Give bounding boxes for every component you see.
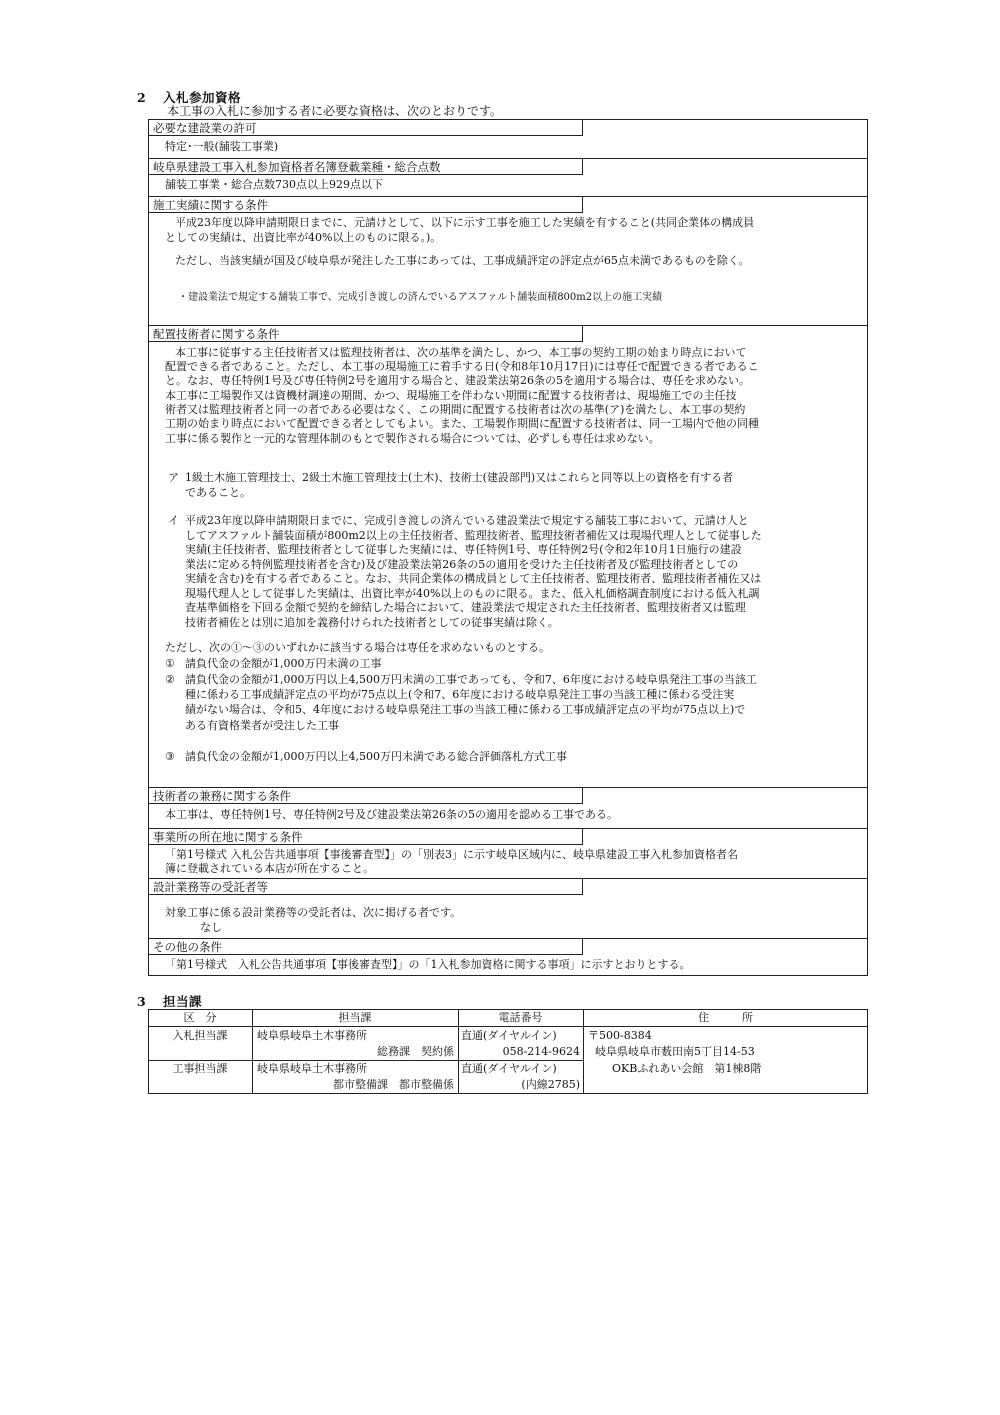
engineer-para-line: 術者又は監理技術者と同一の者である必要はなく、この期間に配置する技術者は次の基準(ア)を満たし、本工事の契約	[165, 403, 746, 416]
row2-tel2: (内線2785)	[521, 1078, 580, 1091]
section-2-number: 2	[137, 90, 147, 105]
engineer-para-line: 本工事に従事する主任技術者又は監理技術者は、次の基準を満たし、かつ、本工事の契約工期の始まり時点において	[175, 346, 747, 359]
row2-kubun: 工事担当課	[172, 1062, 228, 1075]
item-a-line: 1級土木施工管理技士、2級土木施工管理技士(土木)、技術士(建設部門)又はこれらと同等以上の資格を有する者	[185, 471, 734, 484]
experience-line: 平成23年度以降申請期限日までに、元請けとして、以下に示す工事を施工した実績を有すること(共同企業体の構成員	[175, 216, 755, 229]
contact-header-divider	[148, 1026, 868, 1027]
address-postal: 〒500-8384	[588, 1029, 652, 1042]
exception-intro: ただし、次の①～③のいずれかに該当する場合は専任を求めないものとする。	[165, 641, 550, 654]
exception-2-mark: ②	[165, 673, 175, 686]
engineer-para-line: 本工事に工場製作又は資機材調達の期間、かつ、現場施工を伴わない期間に配置する技術者は、現場施工での主任技	[165, 389, 737, 402]
office-line: 「第1号様式 入札公告共通事項【事後審査型】」の「別表3」に示す岐阜区域内に、岐阜県建設工事入札参加資格者名	[165, 848, 738, 861]
experience-header: 施工実績に関する条件	[148, 196, 583, 213]
exception-3-text: 請負代金の金額が1,000万円以上4,500万円未満である総合評価落札方式工事	[185, 750, 567, 763]
section-3-title	[137, 992, 202, 1010]
section-2-heading: 入札参加資格	[163, 90, 242, 105]
section-3-heading: 担当課	[163, 994, 203, 1009]
item-i-line: してアスファルト舗装面積が800m2以上の主任技術者、監理技術者、監理技術者補佐又は現場代理人として従事した	[185, 529, 762, 542]
row2-dept1: 岐阜県岐阜土木事務所	[257, 1062, 367, 1075]
exception-2-line: 種に係わる工事成績評定点の平均が75点以上(令和7、6年度における岐阜県発注工事の当該工種に係わる受注実	[185, 688, 735, 701]
row2-dept2: 都市整備課 都市整備係	[333, 1078, 454, 1091]
exception-2-line: ある有資格業者が受注した工事	[185, 719, 339, 732]
row-divider	[148, 878, 868, 879]
item-i-line: 査基準価格を下回る金額で契約を締結した場合において、建設業法で規定された主任技術者、監理技術者又は監理	[185, 601, 746, 614]
item-i-line: 業法に定める特例監理技術者を含む)及び建設業法第26条の5の適用を受けた主任技術者及び監理技術者としての	[185, 558, 739, 571]
engineer-para-line: 工期の始まり時点において配置できる者としてもよい。また、工場製作期間に配置する技術者は、同一工場内で他の同種	[165, 417, 759, 430]
exception-2-line: 請負代金の金額が1,000万円以上4,500万円未満の工事であっても、令和7、6年度における岐阜県発注工事の当該工	[185, 673, 757, 686]
dual-role-header: 技術者の兼務に関する条件	[148, 787, 583, 804]
row-divider	[148, 158, 868, 159]
section-2-intro: 本工事の入札に参加する者に必要な資格は、次のとおりです。	[167, 104, 503, 118]
row-divider	[148, 938, 868, 939]
col-header-kubun: 区 分	[183, 1011, 217, 1024]
col-header-tel: 電話番号	[498, 1011, 543, 1024]
item-a-mark: ア	[168, 471, 179, 484]
row-divider	[148, 325, 868, 326]
item-a-line: であること。	[185, 486, 251, 499]
engineer-header: 配置技術者に関する条件	[148, 325, 583, 342]
experience-line: としての実績は、出資比率が40%以上のものに限る。)。	[165, 231, 442, 244]
design-header: 設計業務等の受託者等	[148, 878, 583, 895]
office-header: 事業所の所在地に関する条件	[148, 828, 583, 845]
item-i-line: 実績を含む)を有する者であること。なお、共同企業体の構成員として主任技術者、監理技術者、監理技術者補佐又は	[185, 572, 762, 585]
exception-1-text: 請負代金の金額が1,000万円未満の工事	[185, 657, 382, 670]
col-header-address: 住 所	[698, 1011, 753, 1024]
exception-3-mark: ③	[165, 750, 175, 763]
item-i-mark: イ	[168, 514, 179, 527]
registry-header: 岐阜県建設工事入札参加資格者名簿登載業種・総合点数	[148, 158, 583, 175]
exception-1-mark: ①	[165, 657, 175, 670]
row1-kubun: 入札担当課	[172, 1029, 228, 1042]
address-line2: OKBふれあい会館 第1棟8階	[612, 1062, 762, 1075]
other-header: その他の条件	[148, 938, 583, 955]
license-value: 特定･一般(舗装工事業)	[165, 140, 279, 153]
registry-value: 舗装工事業・総合点数730点以上929点以下	[165, 178, 383, 191]
exception-2-line: 績がない場合は、令和5、4年度における岐阜県発注工事の当該工種に係わる工事成績評定点の平均が75点以上)で	[185, 703, 746, 716]
row2-tel1: 直通(ダイヤルイン)	[461, 1062, 557, 1075]
experience-line: ただし、当該実績が国及び岐阜県が発注した工事にあっては、工事成績評定の評定点が65点未満であるものを除く。	[175, 254, 750, 267]
item-i-line: 実績(主任技術者、監理技術者として従事した実績には、専任特例1号、専任特例2号(令和2年10月1日施行の建設	[185, 543, 742, 556]
row1-dept2: 総務課 契約係	[377, 1045, 454, 1058]
col-header-dept: 担当課	[338, 1011, 372, 1024]
engineer-para-line: 配置できる者であること。ただし、本工事の現場施工に着手する日(令和8年10月17日)には専任で配置できる者であるこ	[165, 360, 759, 373]
office-line: 簿に登載されている本店が所在すること。	[165, 862, 374, 875]
dual-role-value: 本工事は、専任特例1号、専任特例2号及び建設業法第26条の5の適用を認める工事である。	[165, 808, 618, 821]
section-3-number: 3	[137, 994, 147, 1009]
design-none: なし	[200, 921, 222, 934]
row-divider	[148, 196, 868, 197]
item-i-line: 技術者補佐とは別に追加を義務付けられた技術者としての従事実績は除く。	[185, 616, 559, 629]
engineer-para-line: 工事に係る製作と一元的な管理体制のもとで製作される場合については、必ずしも専任は求めない。	[165, 432, 660, 445]
row-divider	[148, 828, 868, 829]
item-i-line: 現場代理人として従事した実績は、出資比率が40%以上のものに限る。また、低入札価格調査制度における低入札調	[185, 587, 760, 600]
other-value: 「第1号様式 入札公告共通事項【事後審査型】」の「1入札参加資格に関する事項」に示すとおりとする。	[165, 958, 691, 971]
row1-tel2: 058-214-9624	[502, 1045, 580, 1058]
engineer-para-line: と。なお、専任特例1号及び専任特例2号を適用する場合と、建設業法第26条の5を適用する場合は、専任を求めない。	[165, 374, 750, 387]
row1-dept1: 岐阜県岐阜土木事務所	[257, 1029, 367, 1042]
address-line1: 岐阜県岐阜市薮田南5丁目14-53	[595, 1045, 755, 1058]
design-line: 対象工事に係る設計業務等の受託者は、次に掲げる者です。	[165, 906, 462, 919]
experience-line: ・建設業法で規定する舗装工事で、完成引き渡しの済んでいるアスファルト舗装面積800m2以上の施工実績	[178, 292, 663, 303]
row-divider	[148, 787, 868, 788]
item-i-line: 平成23年度以降申請期限日までに、完成引き渡しの済んでいる建設業法で規定する舗装工事において、元請け人と	[185, 514, 749, 527]
row1-tel1: 直通(ダイヤルイン)	[461, 1029, 557, 1042]
license-header: 必要な建設業の許可	[148, 119, 583, 136]
